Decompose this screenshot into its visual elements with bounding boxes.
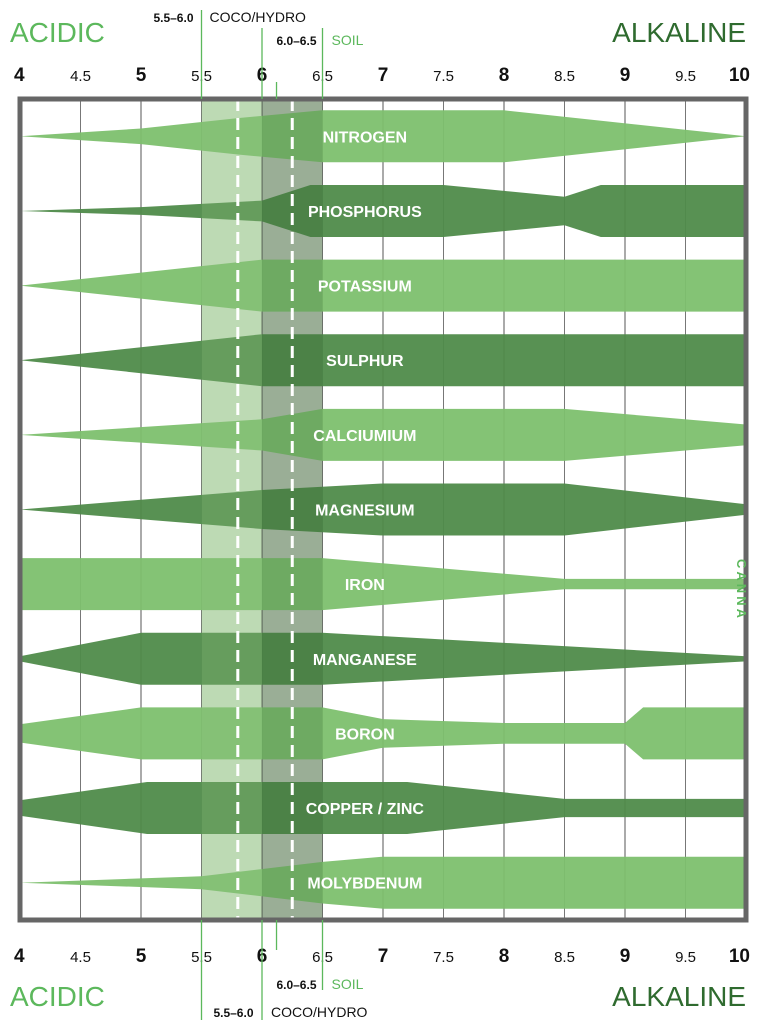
- x-tick-top-4-5: 4.5: [70, 68, 91, 85]
- soil-range-value-bottom: 6.0–6.5: [276, 978, 317, 992]
- acidic-label-top: ACIDIC: [10, 17, 105, 48]
- x-tick-top-8: 8: [498, 65, 510, 86]
- x-tick-top-6: 6: [256, 65, 268, 86]
- coco-range-value-bottom: 5.5–6.0: [213, 1006, 254, 1020]
- nutrient-label-boron: BORON: [335, 726, 395, 744]
- nutrient-label-molybdenum: MOLYBDENUM: [307, 875, 423, 893]
- soil-range-value-top: 6.0–6.5: [276, 34, 317, 48]
- brand-logo-text: CANNA: [734, 559, 749, 621]
- x-tick-bottom-9: 9: [619, 946, 631, 967]
- coco-range-name-top: COCO/HYDRO: [209, 9, 306, 25]
- x-tick-bottom-8: 8: [498, 946, 510, 967]
- x-tick-bottom-7: 7: [377, 946, 389, 967]
- x-tick-top-9: 9: [619, 65, 631, 86]
- x-tick-bottom-5-5: 5.5: [191, 949, 212, 966]
- nutrient-label-potassium: POTASSIUM: [317, 278, 412, 296]
- nutrient-label-magnesium: MAGNESIUM: [315, 502, 415, 520]
- x-tick-bottom-7-5: 7.5: [433, 949, 454, 966]
- x-tick-top-6-5: 6.5: [312, 68, 333, 85]
- x-tick-bottom-6-5: 6.5: [312, 949, 333, 966]
- alkaline-label-bottom: ALKALINE: [612, 981, 746, 1012]
- soil-range-name-bottom: SOIL: [331, 976, 364, 992]
- coco-hydro-band-overlay: [202, 99, 263, 920]
- nutrient-label-manganese: MANGANESE: [312, 651, 417, 669]
- x-tick-top-5: 5: [135, 65, 147, 86]
- soil-range-name-top: SOIL: [331, 32, 364, 48]
- x-tick-top-4: 4: [14, 65, 25, 86]
- x-tick-top-7-5: 7.5: [433, 68, 454, 85]
- x-tick-bottom-6: 6: [256, 946, 268, 967]
- x-tick-bottom-5: 5: [135, 946, 147, 967]
- x-tick-top-5-5: 5.5: [191, 68, 212, 85]
- x-tick-bottom-9-5: 9.5: [675, 949, 696, 966]
- x-tick-bottom-4-5: 4.5: [70, 949, 91, 966]
- nutrient-label-nitrogen: NITROGEN: [322, 129, 408, 147]
- nutrient-label-phosphorus: PHOSPHORUS: [307, 203, 422, 221]
- nutrient-label-sulphur: SULPHUR: [326, 353, 404, 371]
- x-tick-bottom-10: 10: [728, 946, 750, 967]
- nutrient-label-iron: IRON: [344, 577, 385, 595]
- acidic-label-bottom: ACIDIC: [10, 981, 105, 1012]
- x-tick-top-7: 7: [377, 65, 389, 86]
- x-tick-bottom-4: 4: [14, 946, 25, 967]
- coco-range-value-top: 5.5–6.0: [153, 11, 194, 25]
- coco-range-name-bottom: COCO/HYDRO: [271, 1004, 368, 1020]
- nutrient-label-calciumium: CALCIUMIUM: [313, 427, 417, 445]
- x-tick-top-9-5: 9.5: [675, 68, 696, 85]
- x-tick-bottom-8-5: 8.5: [554, 949, 575, 966]
- alkaline-label-top: ALKALINE: [612, 17, 746, 48]
- nutrient-label-copper-zinc: COPPER / ZINC: [305, 801, 424, 819]
- x-tick-top-8-5: 8.5: [554, 68, 575, 85]
- x-tick-top-10: 10: [728, 65, 750, 86]
